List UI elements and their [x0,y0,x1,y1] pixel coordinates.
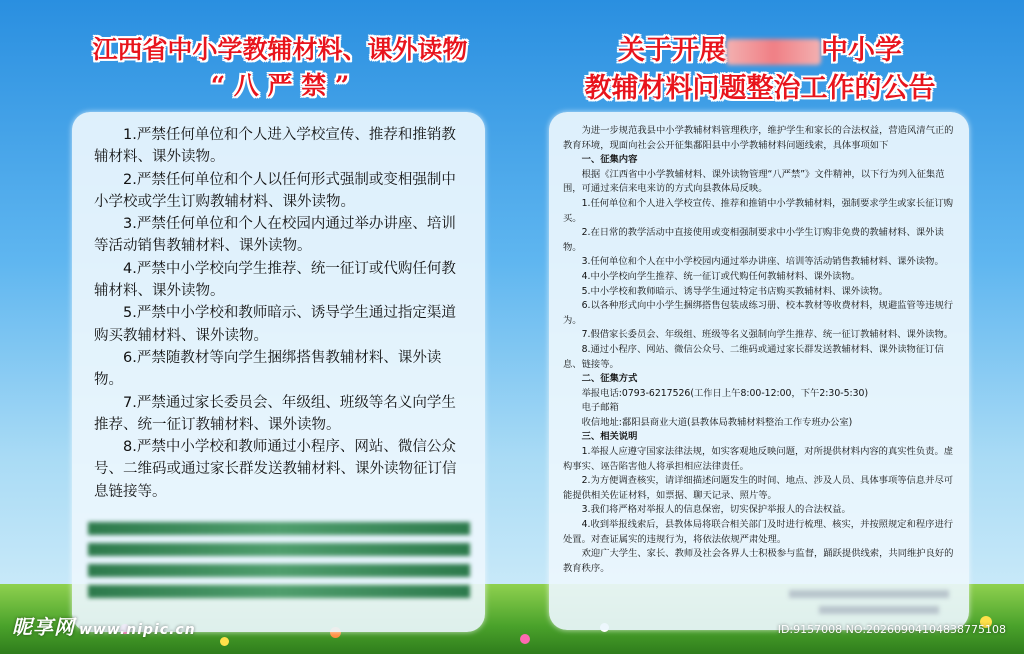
section1-intro: 根据《江西省中小学教辅材料、课外读物管理“八严禁”》文件精神，以下行为列入征集范围，可通过来信来电来访的方式向县教体局反映。 [563,168,945,195]
image-id-watermark: ID:9157008 NO:20260904104838775108 [777,623,1006,636]
redacted-bar [88,564,470,577]
section1-item: 3.任何单位和个人在中小学校园内通过举办讲座、培训等活动销售教辅材料、课外读物。 [581,256,944,268]
flower-decoration [520,634,530,644]
section1-item: 1.任何单位和个人进入学校宣传、推荐和推销中小学教辅材料，强制要求学生或家长征订购买。 [563,197,954,224]
section2-heading: 二、征集方式 [581,373,638,385]
left-title [70,32,490,104]
rule-item: 5.严禁中小学校和教师暗示、诱导学生通过指定渠道购买教辅材料、课外读物。 [94,305,456,344]
section3-item: 2.为方便调查核实，请详细描述问题发生的时间、地点、涉及人员、具体事项等信息并尽可能提供相关佐证材料，如票据、聊天记录、照片等。 [563,475,954,501]
rule-item: 8.严禁中小学校和教师通过小程序、网站、微信公众号、二维码或通过家长群发送教辅材料、课外读物征订信息链接等。 [94,439,457,500]
left-title-line2: “ 八 严 禁 ” [210,71,350,100]
rule-item: 2.严禁任何单位和个人以任何形式强制或变相强制中小学校或学生订购教辅材料、课外读物。 [94,171,456,210]
right-title-line2: 教辅材料问题整治工作的公告 [584,73,936,104]
section1-item: 8.通过小程序、网站、微信公众号、二维码或通过家长群发送教辅材料、课外读物征订信息、链接等。 [563,343,944,370]
right-title-line1-start: 关于开展 [618,35,726,66]
section3-item: 3.我们将严格对举报人的信息保密，切实保护举报人的合法权益。 [581,504,851,516]
redacted-bar [88,585,470,598]
rules-panel [72,112,485,632]
rule-item: 4.严禁中小学校向学生推荐、统一征订或代购任何教辅材料、课外读物。 [94,260,456,300]
redacted-signature [789,590,949,598]
watermark-url: www.nipic.cn [79,622,196,638]
notice-body [563,124,957,576]
section1-item: 7.假借家长委员会、年级组、班级等名义强制向学生推荐、统一征订教辅材料、课外读物。 [581,329,954,341]
section1-item: 6.以各种形式向中小学生捆绑搭售包装成练习册、校本教材等收费材料，规避监管等违规行为。 [563,300,954,326]
redacted-bar [88,543,470,556]
redacted-bar [88,522,470,535]
rule-item: 7.严禁通过家长委员会、年级组、班级等名义向学生推荐、统一征订教辅材料、课外读物。 [94,394,456,433]
right-title-line1-end: 中小学 [821,35,902,66]
rules-list [94,124,469,503]
redacted-footer-block [88,522,470,606]
report-phone: 举报电话:0793-6217526(工作日上午8:00-12:00，下午2:30-5:30) [581,387,869,399]
section3-heading: 三、相关说明 [581,431,638,443]
section1-item: 5.中小学校和教师暗示、诱导学生通过特定书店购买教辅材料、课外读物。 [581,285,888,297]
redacted-county-name [726,39,821,65]
site-watermark [12,611,196,640]
section3-item: 1.举报人应遵守国家法律法规，如实客观地反映问题，对所提供材料内容的真实性负责。虚构事实、诬告陷害他人将承担相应法律责任。 [563,446,954,472]
rule-item: 3.严禁任何单位和个人在校园内通过举办讲座、培训等活动销售教辅材料、课外读物。 [94,216,456,255]
notice-closing: 欢迎广大学生、家长、教师及社会各界人士积极参与监督，踊跃提供线索，共同维护良好的教育秩序。 [563,548,954,574]
report-email: 电子邮箱 [581,402,619,414]
notice-panel [549,112,969,630]
section1-item: 4.中小学校向学生推荐、统一征订或代购任何教辅材料、课外读物。 [581,270,861,282]
notice-intro: 为进一步规范我县中小学教辅材料管理秩序，维护学生和家长的合法权益，营造风清气正的教育环境，现面向社会公开征集鄱阳县中小学教辅材料问题线索，具体事项如下 [563,125,954,151]
rule-item: 6.严禁随教材等向学生捆绑搭售教辅材料、课外读物。 [94,349,442,389]
report-address: 收信地址:鄱阳县商业大道(县教体局教辅材料整治工作专班办公室) [581,416,853,428]
right-title-line1 [545,32,975,70]
right-title [545,32,975,108]
section3-item: 4.收到举报线索后，县教体局将联合相关部门及时进行梳理、核实，并按照规定和程序进行处置。对查证属实的违规行为，将依法依规严肃处理。 [563,519,954,545]
flower-decoration [220,637,229,646]
watermark-logo: 昵享网 [12,615,75,639]
section1-item: 2.在日常的教学活动中直接使用或变相强制要求中小学生订购非免费的教辅材料、课外读物。 [563,227,944,253]
redacted-date [819,606,939,614]
left-title-line1: 江西省中小学教辅材料、课外读物 [92,35,468,64]
section1-heading: 一、征集内容 [581,154,638,166]
rule-item: 1.严禁任何单位和个人进入学校宣传、推荐和推销教辅材料、课外读物。 [94,127,456,166]
